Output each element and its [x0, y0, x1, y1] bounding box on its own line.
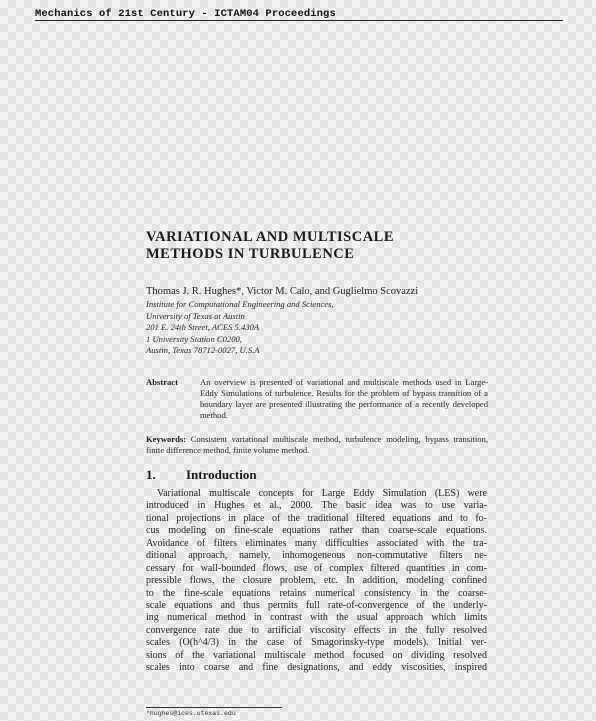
keywords-label: Keywords: [146, 434, 187, 444]
body-line: to the fine-scale equations retains numerical consistency in the coarse- [146, 587, 487, 599]
body-line: convergence rate due to artificial viscosity effects in the fully resolved [146, 624, 487, 636]
footnote-rule [146, 707, 282, 708]
section-heading [146, 467, 257, 483]
section-title: Introduction [186, 467, 257, 482]
body-line: introduced in Hughes et al., 2000. The basic idea was to use varia- [146, 500, 487, 512]
body-line: cessary for wall-bounded flows, use of complex filtered quantities in com- [146, 562, 487, 574]
affiliation-line: 1 University Station C0200, [146, 333, 242, 344]
body-line: scale equations and thus permits full rate-of-convergence of the underly- [146, 599, 487, 611]
affiliation-block [146, 299, 334, 357]
running-head: Mechanics of 21st Century - ICTAM04 Proceedings [35, 8, 336, 20]
affiliation-line: 201 E. 24th Street, ACES 5.430A [146, 322, 260, 333]
body-line: sions of the variational multiscale method focused on dividing resolved [146, 649, 487, 661]
author-list: Thomas J. R. Hughes*, Victor M. Calo, and Guglielmo Scovazzi [146, 286, 419, 297]
affiliation-line: University of Texas at Austin [146, 310, 245, 321]
paper-title-line-1: VARIATIONAL AND MULTISCALE [146, 229, 395, 245]
abstract [146, 377, 488, 421]
affiliation-line: Institute for Computational Engineering and Sciences, [146, 299, 334, 309]
body-line: ditional approach, namely, inhomogeneous non-commutative filters ne- [146, 550, 487, 562]
body-line: scales into coarse and fine designations, and eddy viscosities, inspired [146, 662, 487, 674]
body-line: pressible flows, the closure problem, etc. In addition, modeling confined [146, 575, 487, 587]
footnote-email: *hughes@ices.utexas.edu [146, 710, 236, 717]
paper-title-line-2: METHODS IN TURBULENCE [146, 246, 355, 262]
body-line: Variational multiscale concepts for Large Eddy Simulation (LES) were [157, 488, 487, 499]
paper-title [146, 229, 546, 263]
running-head-rule [35, 20, 563, 21]
section-number: 1. [146, 467, 156, 482]
body-line: Avoidance of filters eliminates many difficulties associated with the tra- [146, 537, 487, 549]
body-paragraph [146, 488, 487, 675]
body-line: cus modeling on fine-scale equations rather than coarse-scale equations. [146, 525, 487, 537]
body-line: scales (O(h^4/3) in the case of Smagorinsky-type models). Initial ver- [146, 637, 487, 649]
abstract-text: An overview is presented of variational and multiscale methods used in Large-Eddy Simulations of turbulence. Results for the problem of bypass transition of a boundary layer are presented illustrating the performance of a recently developed method. [200, 377, 488, 420]
keywords [146, 434, 488, 456]
keywords-text: Consistent variational multiscale method, turbulence modeling, bypass transition, finite difference method, finite volume method. [146, 434, 488, 455]
abstract-label: Abstract [146, 377, 178, 387]
affiliation-line: Austin, Texas 78712-0027, U.S.A [146, 345, 260, 356]
body-line: ing numerical method in contrast with the usual approach which limits [146, 612, 487, 624]
body-line: tional projections in place of the traditional filtered equations and to fo- [146, 512, 487, 524]
